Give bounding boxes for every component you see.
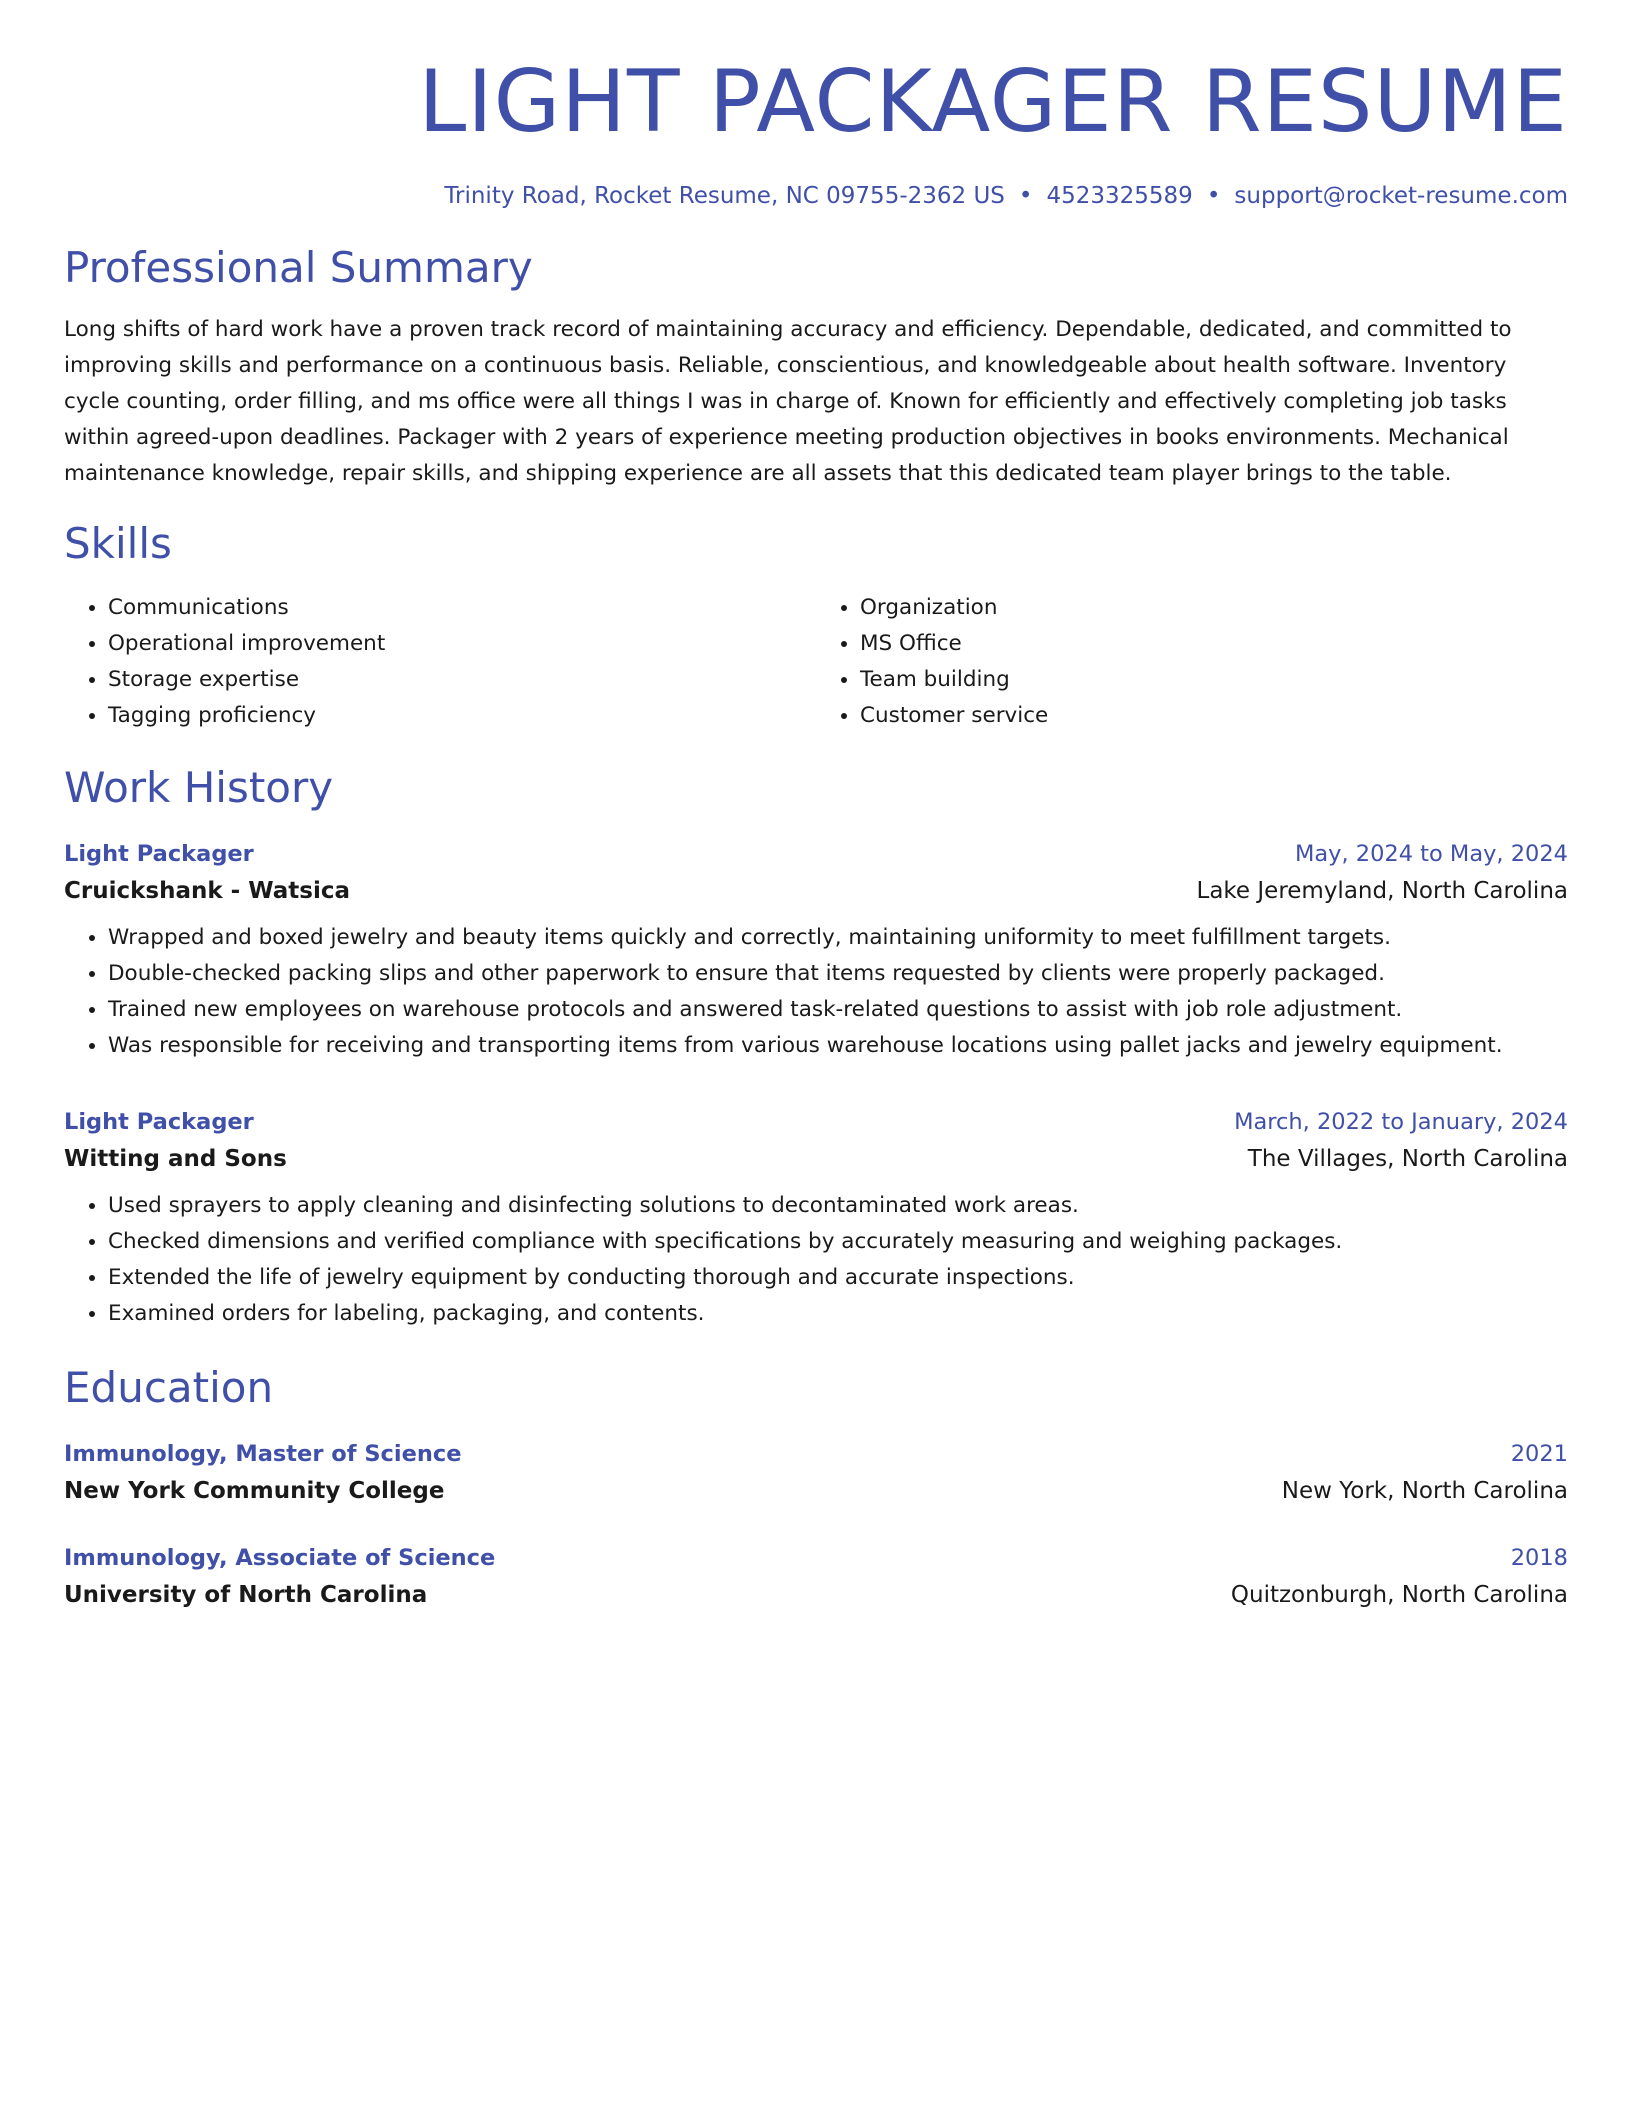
job-bullets bbox=[64, 1188, 1568, 1332]
job-bullet: • Used sprayers to apply cleaning and disinfecting solutions to decontaminated work areas. bbox=[108, 1188, 1568, 1224]
contact-separator: • bbox=[1206, 183, 1221, 209]
education-school: New York Community College bbox=[64, 1478, 445, 1504]
skill-item: • Organization bbox=[860, 590, 1568, 626]
education-school-row bbox=[64, 1576, 1568, 1614]
resume-title: LIGHT PACKAGER RESUME bbox=[418, 52, 1568, 152]
education-entry bbox=[64, 1540, 1568, 1614]
contact-email[interactable]: support@rocket-resume.com bbox=[1234, 183, 1568, 209]
summary-heading: Professional Summary bbox=[64, 243, 533, 292]
education-header-row bbox=[64, 1436, 1568, 1472]
job-title: Light Packager bbox=[64, 1109, 254, 1135]
summary-text: Long shifts of hard work have a proven track record of maintaining accuracy and efficiency. Dependable, dedicated, and committed to improving skills and performance on a continuous basis. Reliable, conscientious, and knowledgeable about health software. Inventory cycle counting, order filling, and ms office were all things I was in charge of. Known for efficiently and effectively completing job tasks within agreed-upon deadlines. Packager with 2 years of experience meeting production objectives in books environments. Mechanical maintenance knowledge, repair skills, and shipping experience are all assets that this dedicated team player brings to the table. bbox=[64, 317, 1512, 486]
job-company-row bbox=[64, 1140, 1568, 1178]
education-entry bbox=[64, 1436, 1568, 1510]
skill-item: • Operational improvement bbox=[108, 626, 816, 662]
job-bullet: • Checked dimensions and verified compliance with specifications by accurately measuring and weighing packages. bbox=[108, 1224, 1568, 1260]
education-school: University of North Carolina bbox=[64, 1582, 428, 1608]
education-header-row bbox=[64, 1540, 1568, 1576]
work-history-section bbox=[64, 762, 1568, 1332]
job-dates: May, 2024 to May, 2024 bbox=[1294, 841, 1568, 867]
education-degree: Immunology, Master of Science bbox=[64, 1441, 462, 1467]
skill-item: • Team building bbox=[860, 662, 1568, 698]
skills-heading: Skills bbox=[64, 519, 172, 568]
skills-section bbox=[64, 518, 1568, 734]
job-bullets bbox=[64, 920, 1568, 1064]
education-location: New York, North Carolina bbox=[1281, 1478, 1568, 1504]
work-history-heading: Work History bbox=[64, 763, 334, 812]
education-year: 2021 bbox=[1510, 1441, 1568, 1467]
job-bullet: • Wrapped and boxed jewelry and beauty items quickly and correctly, maintaining uniformity to meet fulfillment targets. bbox=[108, 920, 1568, 956]
contact-address: Trinity Road, Rocket Resume, NC 09755-2362 US bbox=[444, 183, 1005, 209]
job-location: The Villages, North Carolina bbox=[1247, 1146, 1568, 1172]
education-school-row bbox=[64, 1472, 1568, 1510]
job-bullet: • Double-checked packing slips and other paperwork to ensure that items requested by clients were properly packaged. bbox=[108, 956, 1568, 992]
education-location: Quitzonburgh, North Carolina bbox=[1230, 1582, 1568, 1608]
education-degree: Immunology, Associate of Science bbox=[64, 1545, 496, 1571]
skill-item: • Communications bbox=[108, 590, 816, 626]
job-dates: March, 2022 to January, 2024 bbox=[1234, 1109, 1568, 1135]
skills-list-left bbox=[64, 590, 816, 734]
skills-list-right bbox=[816, 590, 1568, 734]
job-entry bbox=[64, 1104, 1568, 1332]
job-company: Cruickshank - Watsica bbox=[64, 878, 351, 904]
job-title: Light Packager bbox=[64, 841, 254, 867]
contact-phone: 4523325589 bbox=[1046, 183, 1193, 209]
job-company: Witting and Sons bbox=[64, 1146, 287, 1172]
job-entry bbox=[64, 836, 1568, 1064]
education-year: 2018 bbox=[1510, 1545, 1568, 1571]
job-location: Lake Jeremyland, North Carolina bbox=[1196, 878, 1568, 904]
job-company-row bbox=[64, 872, 1568, 910]
job-bullet: • Examined orders for labeling, packaging, and contents. bbox=[108, 1296, 1568, 1332]
skills-grid bbox=[64, 590, 1568, 734]
skill-item: • Storage expertise bbox=[108, 662, 816, 698]
skill-item: • Customer service bbox=[860, 698, 1568, 734]
contact-line bbox=[64, 180, 1568, 212]
job-bullet: • Was responsible for receiving and transporting items from various warehouse locations using pallet jacks and jewelry equipment. bbox=[108, 1028, 1568, 1064]
education-section bbox=[64, 1362, 1568, 1614]
job-bullet: • Extended the life of jewelry equipment by conducting thorough and accurate inspections. bbox=[108, 1260, 1568, 1296]
skill-item: • MS Office bbox=[860, 626, 1568, 662]
education-heading: Education bbox=[64, 1363, 274, 1412]
resume-header bbox=[64, 50, 1568, 212]
job-header-row bbox=[64, 836, 1568, 872]
job-header-row bbox=[64, 1104, 1568, 1140]
skill-item: • Tagging proficiency bbox=[108, 698, 816, 734]
summary-section bbox=[64, 242, 1568, 492]
contact-separator: • bbox=[1018, 183, 1033, 209]
job-bullet: • Trained new employees on warehouse protocols and answered task-related questions to assist with job role adjustment. bbox=[108, 992, 1568, 1028]
